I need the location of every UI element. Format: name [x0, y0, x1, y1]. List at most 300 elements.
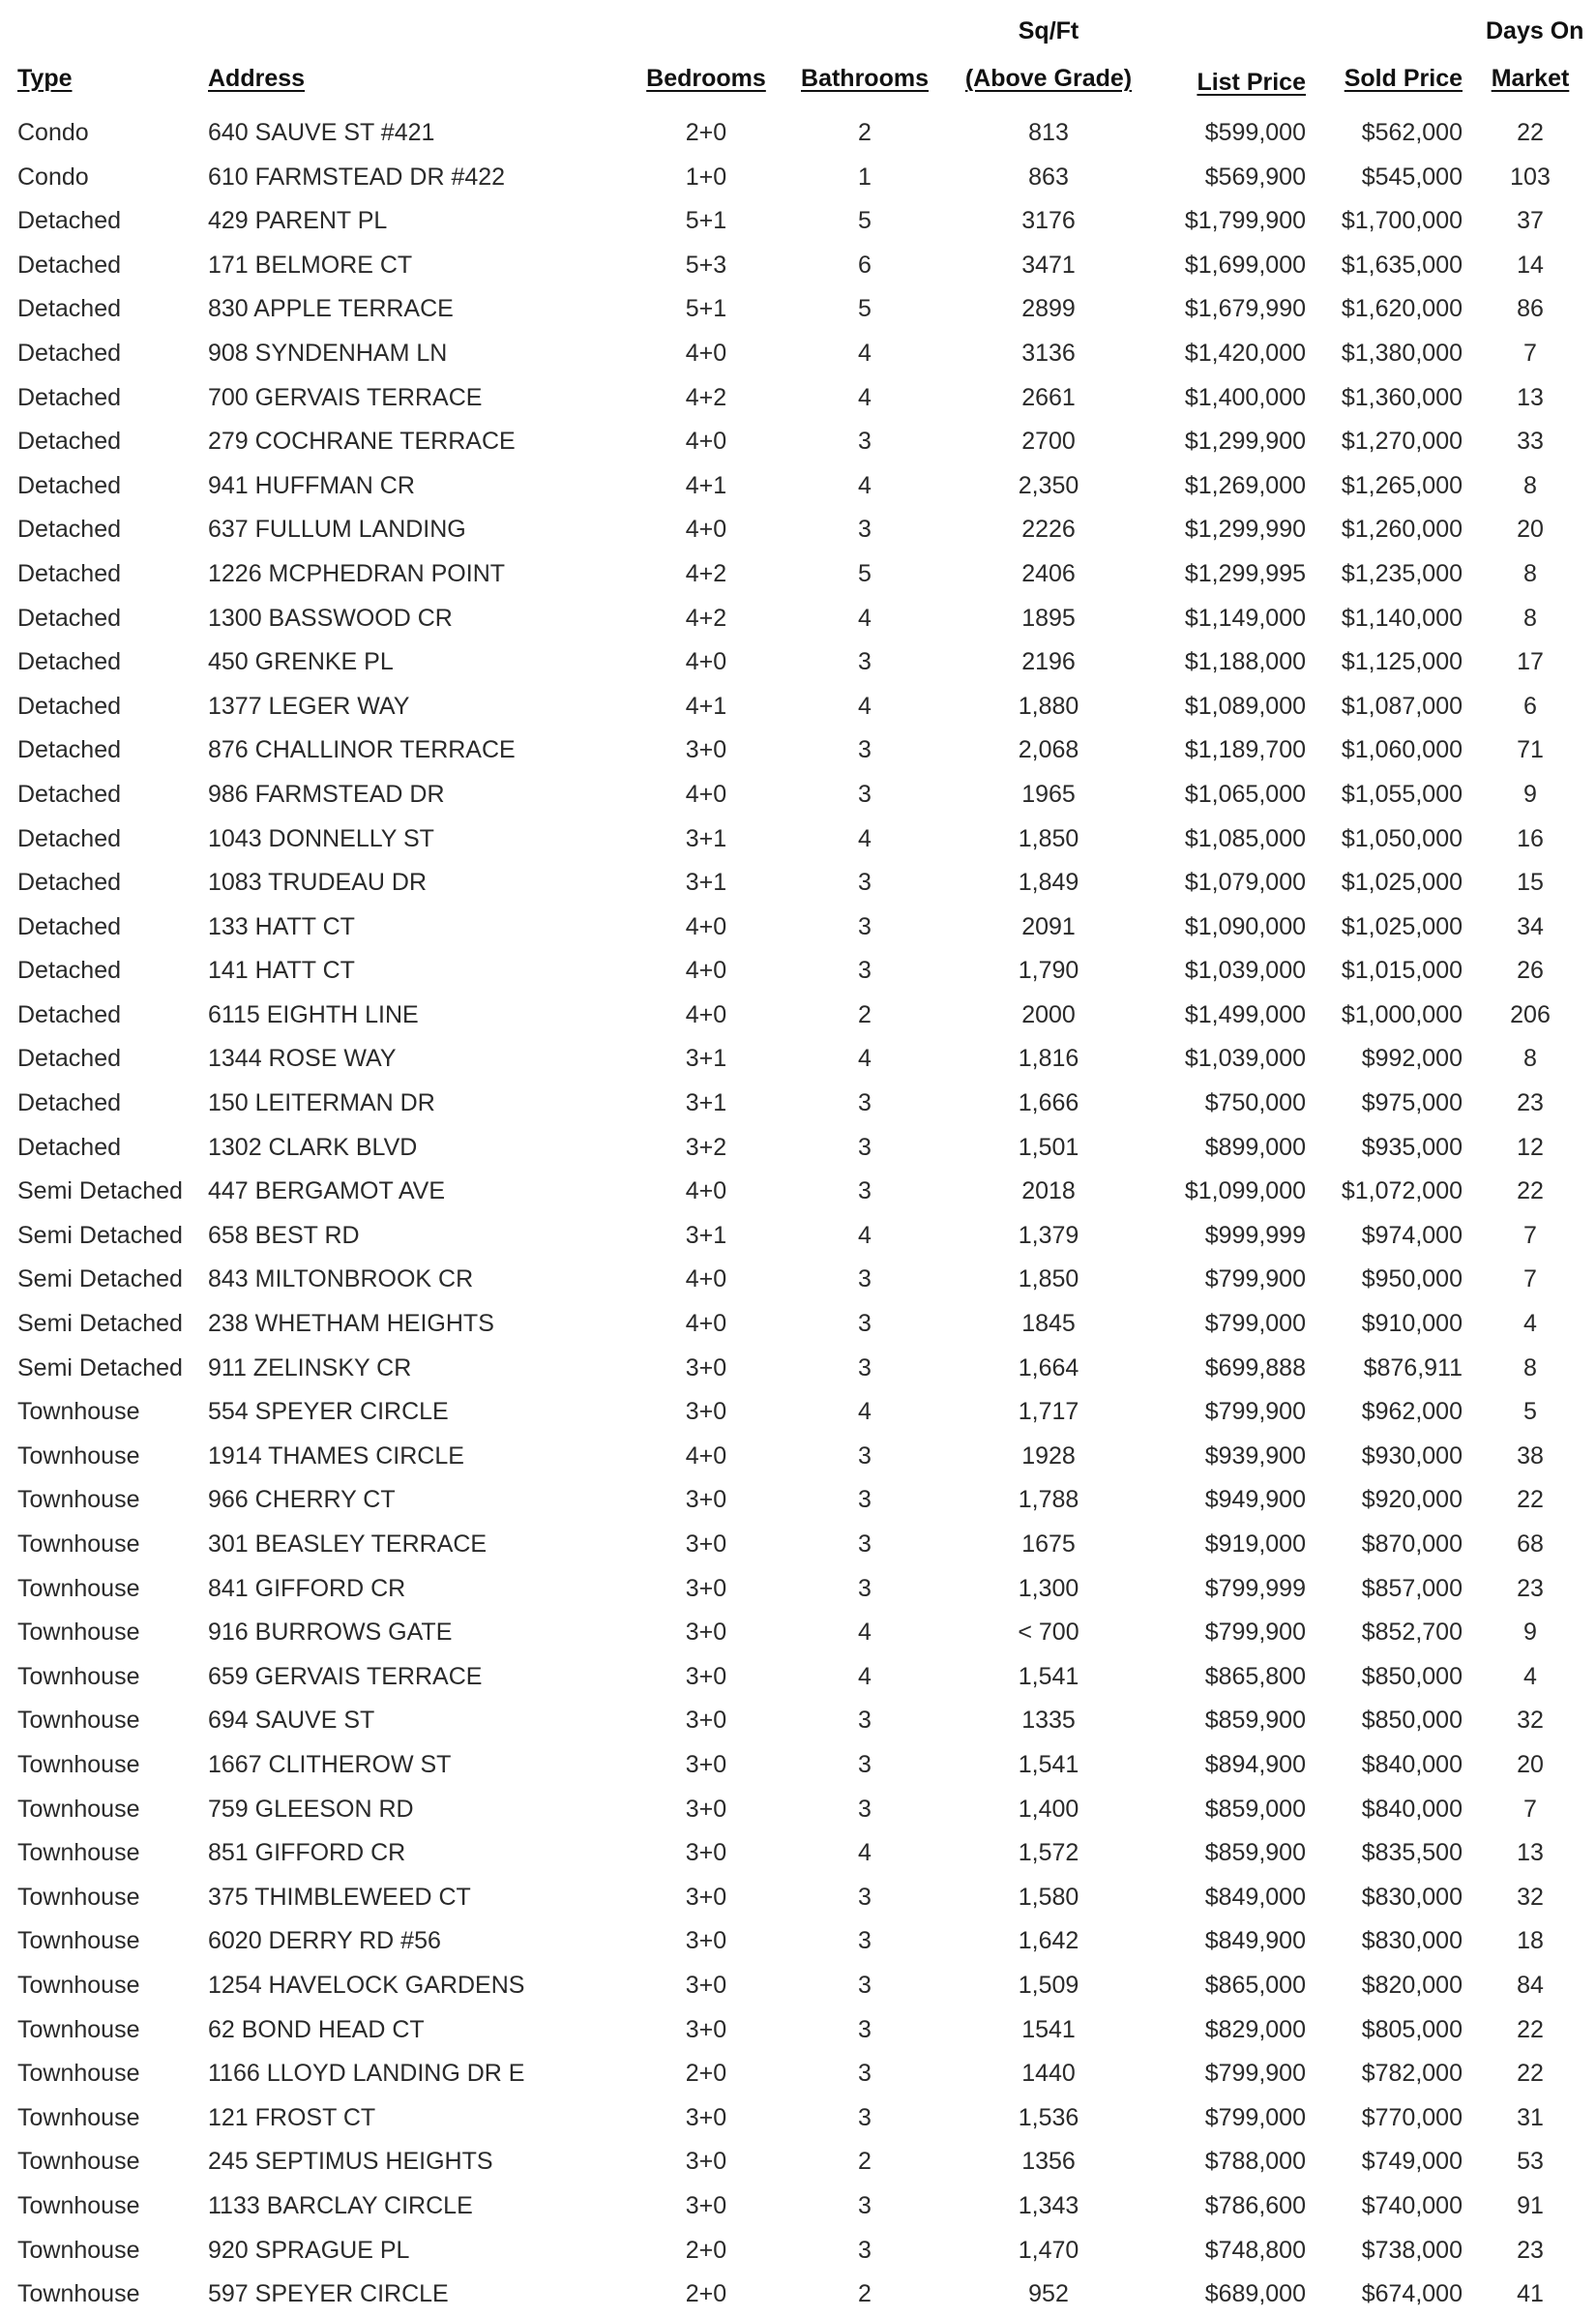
cell-bathrooms: 1: [858, 163, 872, 191]
cell-bedrooms: 3+0: [685, 1883, 727, 1911]
cell-days-on-market: 5: [1523, 1398, 1537, 1426]
cell-address: 6020 DERRY RD #56: [208, 1927, 441, 1955]
cell-bedrooms: 3+1: [685, 1089, 727, 1117]
cell-bathrooms: 5: [858, 207, 872, 235]
cell-bathrooms: 3: [858, 1883, 872, 1911]
cell-bathrooms: 4: [858, 1221, 872, 1249]
cell-list-price: $569,900: [1204, 163, 1306, 191]
cell-list-price: $1,299,900: [1184, 428, 1306, 456]
cell-address: 843 MILTONBROOK CR: [208, 1265, 474, 1293]
cell-bathrooms: 4: [858, 1045, 872, 1073]
cell-bedrooms: 4+0: [685, 428, 727, 456]
cell-sqft: 2700: [1021, 428, 1076, 456]
cell-type: Detached: [17, 559, 122, 587]
cell-days-on-market: 206: [1510, 1000, 1551, 1028]
cell-address: 1667 CLITHEROW ST: [208, 1750, 452, 1778]
cell-sold-price: $857,000: [1361, 1574, 1463, 1602]
cell-sqft: 1,300: [1018, 1574, 1079, 1602]
cell-sqft: 1,379: [1018, 1221, 1079, 1249]
cell-list-price: $1,189,700: [1184, 736, 1306, 764]
table-row: [0, 552, 1596, 597]
cell-list-price: $949,900: [1204, 1486, 1306, 1514]
cell-sqft: 2661: [1021, 383, 1076, 411]
cell-list-price: $799,900: [1204, 1398, 1306, 1426]
cell-list-price: $799,000: [1204, 1310, 1306, 1338]
cell-bedrooms: 3+0: [685, 1971, 727, 1999]
cell-address: 986 FARMSTEAD DR: [208, 780, 445, 808]
cell-days-on-market: 8: [1523, 559, 1537, 587]
table-row: [0, 994, 1596, 1038]
cell-bathrooms: 4: [858, 471, 872, 499]
cell-sqft: 1,850: [1018, 1265, 1079, 1293]
cell-bedrooms: 4+0: [685, 1310, 727, 1338]
cell-address: 450 GRENKE PL: [208, 648, 394, 676]
cell-list-price: $1,400,000: [1184, 383, 1306, 411]
cell-bedrooms: 3+1: [685, 1045, 727, 1073]
cell-sold-price: $910,000: [1361, 1310, 1463, 1338]
cell-sold-price: $920,000: [1361, 1486, 1463, 1514]
table-row: [0, 1876, 1596, 1920]
cell-bedrooms: 4+0: [685, 1000, 727, 1028]
cell-type: Condo: [17, 119, 89, 146]
cell-list-price: $865,800: [1204, 1662, 1306, 1690]
cell-sqft: 1,470: [1018, 2236, 1079, 2264]
cell-bathrooms: 3: [858, 2103, 872, 2131]
cell-days-on-market: 71: [1517, 736, 1544, 764]
cell-bedrooms: 1+0: [685, 163, 727, 191]
cell-sold-price: $1,015,000: [1341, 957, 1463, 985]
cell-sold-price: $850,000: [1361, 1662, 1463, 1690]
cell-sqft: 1541: [1021, 2015, 1076, 2043]
cell-list-price: $859,900: [1204, 1707, 1306, 1735]
cell-list-price: $1,699,000: [1184, 251, 1306, 279]
table-row: [0, 773, 1596, 817]
cell-sqft: 1845: [1021, 1310, 1076, 1338]
table-row: [0, 1347, 1596, 1391]
cell-type: Townhouse: [17, 2191, 140, 2219]
cell-sqft: 2018: [1021, 1177, 1076, 1205]
cell-list-price: $799,900: [1204, 1265, 1306, 1293]
cell-address: 916 BURROWS GATE: [208, 1619, 453, 1647]
cell-sqft: 1,880: [1018, 692, 1079, 720]
cell-list-price: $829,000: [1204, 2015, 1306, 2043]
cell-address: 1377 LEGER WAY: [208, 692, 410, 720]
cell-address: 876 CHALLINOR TERRACE: [208, 736, 516, 764]
cell-sqft: 1,816: [1018, 1045, 1079, 1073]
cell-address: 640 SAUVE ST #421: [208, 119, 435, 146]
cell-sold-price: $820,000: [1361, 1971, 1463, 1999]
cell-sqft: 2406: [1021, 559, 1076, 587]
cell-list-price: $865,000: [1204, 1971, 1306, 1999]
cell-type: Townhouse: [17, 2103, 140, 2131]
cell-address: 301 BEASLEY TERRACE: [208, 1530, 488, 1558]
cell-bedrooms: 3+0: [685, 1839, 727, 1867]
cell-type: Semi Detached: [17, 1353, 183, 1381]
cell-days-on-market: 20: [1517, 1750, 1544, 1778]
cell-sqft: 1440: [1021, 2060, 1076, 2088]
cell-type: Detached: [17, 648, 122, 676]
cell-days-on-market: 23: [1517, 1089, 1544, 1117]
cell-days-on-market: 14: [1517, 251, 1544, 279]
cell-type: Semi Detached: [17, 1310, 183, 1338]
cell-address: 1226 MCPHEDRAN POINT: [208, 559, 506, 587]
cell-type: Detached: [17, 295, 122, 323]
cell-list-price: $799,900: [1204, 2060, 1306, 2088]
cell-days-on-market: 9: [1523, 780, 1537, 808]
table-row: [0, 2096, 1596, 2141]
cell-type: Detached: [17, 383, 122, 411]
cell-bathrooms: 4: [858, 1619, 872, 1647]
cell-bedrooms: 3+0: [685, 1398, 727, 1426]
cell-bedrooms: 4+2: [685, 559, 727, 587]
cell-type: Detached: [17, 339, 122, 367]
cell-address: 920 SPRAGUE PL: [208, 2236, 410, 2264]
cell-sold-price: $840,000: [1361, 1750, 1463, 1778]
cell-list-price: $599,000: [1204, 119, 1306, 146]
cell-list-price: $1,679,990: [1184, 295, 1306, 323]
cell-list-price: $799,900: [1204, 1619, 1306, 1647]
cell-sqft: 1,849: [1018, 869, 1079, 897]
cell-list-price: $919,000: [1204, 1530, 1306, 1558]
table-row: [0, 1037, 1596, 1082]
cell-sold-price: $1,260,000: [1341, 516, 1463, 544]
table-row: [0, 156, 1596, 200]
cell-sold-price: $782,000: [1361, 2060, 1463, 2088]
cell-list-price: $1,039,000: [1184, 957, 1306, 985]
cell-days-on-market: 38: [1517, 1441, 1544, 1470]
cell-sqft: 3176: [1021, 207, 1076, 235]
cell-sqft: 2091: [1021, 912, 1076, 940]
cell-sqft: 1,642: [1018, 1927, 1079, 1955]
cell-address: 1133 BARCLAY CIRCLE: [208, 2191, 473, 2219]
cell-bathrooms: 2: [858, 2280, 872, 2308]
table-row: [0, 199, 1596, 244]
cell-sold-price: $1,000,000: [1341, 1000, 1463, 1028]
cell-list-price: $1,099,000: [1184, 1177, 1306, 1205]
cell-address: 121 FROST CT: [208, 2103, 376, 2131]
table-row: [0, 376, 1596, 421]
cell-sqft: 1675: [1021, 1530, 1076, 1558]
cell-bedrooms: 4+0: [685, 912, 727, 940]
cell-type: Townhouse: [17, 1398, 140, 1426]
cell-bathrooms: 3: [858, 869, 872, 897]
cell-address: 141 HATT CT: [208, 957, 355, 985]
cell-sold-price: $850,000: [1361, 1707, 1463, 1735]
cell-bedrooms: 4+0: [685, 339, 727, 367]
table-row: [0, 1788, 1596, 1832]
cell-list-price: $750,000: [1204, 1089, 1306, 1117]
table-row: [0, 464, 1596, 509]
cell-sold-price: $1,700,000: [1341, 207, 1463, 235]
cell-list-price: $859,900: [1204, 1839, 1306, 1867]
cell-list-price: $1,090,000: [1184, 912, 1306, 940]
cell-bedrooms: 3+0: [685, 1574, 727, 1602]
cell-days-on-market: 22: [1517, 119, 1544, 146]
cell-sqft: 2000: [1021, 1000, 1076, 1028]
cell-sqft: 2196: [1021, 648, 1076, 676]
cell-sold-price: $935,000: [1361, 1133, 1463, 1161]
cell-bedrooms: 4+0: [685, 516, 727, 544]
cell-type: Detached: [17, 1045, 122, 1073]
cell-days-on-market: 53: [1517, 2148, 1544, 2176]
cell-sqft: 1,717: [1018, 1398, 1079, 1426]
table-row: [0, 332, 1596, 376]
cell-type: Townhouse: [17, 1707, 140, 1735]
table-row: [0, 1655, 1596, 1700]
header-sqft-top: Sq/Ft: [1018, 17, 1079, 45]
cell-bedrooms: 4+2: [685, 604, 727, 632]
cell-list-price: $699,888: [1204, 1353, 1306, 1381]
cell-list-price: $799,999: [1204, 1574, 1306, 1602]
cell-bathrooms: 3: [858, 428, 872, 456]
cell-sqft: 813: [1028, 119, 1069, 146]
cell-address: 659 GERVAIS TERRACE: [208, 1662, 483, 1690]
cell-type: Detached: [17, 780, 122, 808]
cell-address: 597 SPEYER CIRCLE: [208, 2280, 449, 2308]
cell-type: Townhouse: [17, 2280, 140, 2308]
cell-bathrooms: 3: [858, 1750, 872, 1778]
cell-days-on-market: 7: [1523, 1265, 1537, 1293]
cell-list-price: $939,900: [1204, 1441, 1306, 1470]
cell-list-price: $1,085,000: [1184, 824, 1306, 852]
cell-type: Townhouse: [17, 2060, 140, 2088]
cell-sqft: 1895: [1021, 604, 1076, 632]
table-row: [0, 1126, 1596, 1171]
header-type: Type: [17, 65, 73, 92]
cell-address: 554 SPEYER CIRCLE: [208, 1398, 449, 1426]
cell-bedrooms: 5+1: [685, 207, 727, 235]
cell-list-price: $786,600: [1204, 2191, 1306, 2219]
cell-sold-price: $1,140,000: [1341, 604, 1463, 632]
header-dom-top: Days On: [1486, 17, 1584, 45]
cell-sqft: 1,541: [1018, 1662, 1079, 1690]
cell-bathrooms: 3: [858, 2060, 872, 2088]
cell-list-price: $859,000: [1204, 1795, 1306, 1823]
cell-address: 1302 CLARK BLVD: [208, 1133, 418, 1161]
cell-sqft: 1356: [1021, 2148, 1076, 2176]
cell-days-on-market: 8: [1523, 471, 1537, 499]
cell-sqft: 2,350: [1018, 471, 1079, 499]
cell-address: 171 BELMORE CT: [208, 251, 413, 279]
cell-days-on-market: 15: [1517, 869, 1544, 897]
cell-bathrooms: 3: [858, 1486, 872, 1514]
cell-type: Detached: [17, 1133, 122, 1161]
cell-sold-price: $1,360,000: [1341, 383, 1463, 411]
cell-sqft: 1,509: [1018, 1971, 1079, 1999]
cell-bedrooms: 3+0: [685, 1707, 727, 1735]
cell-bathrooms: 3: [858, 2236, 872, 2264]
table-row: [0, 2140, 1596, 2184]
cell-days-on-market: 91: [1517, 2191, 1544, 2219]
cell-bathrooms: 3: [858, 1353, 872, 1381]
cell-days-on-market: 26: [1517, 957, 1544, 985]
cell-list-price: $899,000: [1204, 1133, 1306, 1161]
cell-type: Townhouse: [17, 1795, 140, 1823]
cell-sqft: 1,536: [1018, 2103, 1079, 2131]
cell-days-on-market: 18: [1517, 1927, 1544, 1955]
table-row: [0, 1567, 1596, 1612]
cell-bedrooms: 2+0: [685, 2060, 727, 2088]
cell-bedrooms: 2+0: [685, 2280, 727, 2308]
cell-address: 830 APPLE TERRACE: [208, 295, 454, 323]
cell-sold-price: $562,000: [1361, 119, 1463, 146]
cell-days-on-market: 41: [1517, 2280, 1544, 2308]
cell-bedrooms: 4+0: [685, 648, 727, 676]
cell-list-price: $1,089,000: [1184, 692, 1306, 720]
cell-bedrooms: 3+0: [685, 1619, 727, 1647]
cell-sqft: 1,343: [1018, 2191, 1079, 2219]
cell-sold-price: $1,125,000: [1341, 648, 1463, 676]
cell-address: 1300 BASSWOOD CR: [208, 604, 453, 632]
cell-bathrooms: 3: [858, 516, 872, 544]
cell-bathrooms: 4: [858, 1839, 872, 1867]
table-row: [0, 2272, 1596, 2317]
cell-sold-price: $1,270,000: [1341, 428, 1463, 456]
cell-type: Townhouse: [17, 1750, 140, 1778]
table-row: [0, 817, 1596, 862]
cell-bedrooms: 3+0: [685, 2191, 727, 2219]
cell-list-price: $849,000: [1204, 1883, 1306, 1911]
cell-address: 941 HUFFMAN CR: [208, 471, 415, 499]
header-bathrooms: Bathrooms: [801, 65, 929, 92]
cell-bathrooms: 3: [858, 648, 872, 676]
cell-list-price: $1,149,000: [1184, 604, 1306, 632]
cell-address: 429 PARENT PL: [208, 207, 388, 235]
cell-type: Detached: [17, 251, 122, 279]
cell-days-on-market: 8: [1523, 604, 1537, 632]
table-row: [0, 1523, 1596, 1567]
cell-bedrooms: 2+0: [685, 119, 727, 146]
cell-type: Detached: [17, 912, 122, 940]
cell-type: Detached: [17, 428, 122, 456]
cell-sqft: 3136: [1021, 339, 1076, 367]
cell-list-price: $748,800: [1204, 2236, 1306, 2264]
cell-address: 851 GIFFORD CR: [208, 1839, 406, 1867]
cell-type: Townhouse: [17, 1441, 140, 1470]
cell-sqft: 2,068: [1018, 736, 1079, 764]
header-list-price: List Price: [1197, 69, 1306, 96]
cell-days-on-market: 22: [1517, 2060, 1544, 2088]
cell-sqft: 1,788: [1018, 1486, 1079, 1514]
cell-bedrooms: 5+3: [685, 251, 727, 279]
cell-sold-price: $876,911: [1363, 1353, 1463, 1381]
cell-bathrooms: 4: [858, 339, 872, 367]
cell-list-price: $849,900: [1204, 1927, 1306, 1955]
cell-days-on-market: 33: [1517, 428, 1544, 456]
cell-bedrooms: 4+0: [685, 780, 727, 808]
cell-days-on-market: 22: [1517, 1486, 1544, 1514]
cell-bedrooms: 4+1: [685, 471, 727, 499]
cell-sold-price: $1,620,000: [1341, 295, 1463, 323]
table-row: [0, 1082, 1596, 1126]
cell-address: 375 THIMBLEWEED CT: [208, 1883, 471, 1911]
cell-days-on-market: 34: [1517, 912, 1544, 940]
table-row: [0, 728, 1596, 773]
cell-sold-price: $674,000: [1361, 2280, 1463, 2308]
table-row: [0, 1302, 1596, 1347]
cell-days-on-market: 23: [1517, 2236, 1544, 2264]
table-row: [0, 287, 1596, 332]
cell-sold-price: $1,025,000: [1341, 912, 1463, 940]
cell-sqft: 1,501: [1018, 1133, 1079, 1161]
cell-type: Detached: [17, 207, 122, 235]
cell-sold-price: $852,700: [1361, 1619, 1463, 1647]
cell-sqft: 3471: [1021, 251, 1076, 279]
cell-address: 279 COCHRANE TERRACE: [208, 428, 516, 456]
cell-type: Townhouse: [17, 1574, 140, 1602]
cell-bathrooms: 3: [858, 957, 872, 985]
cell-sold-price: $830,000: [1361, 1883, 1463, 1911]
cell-type: Townhouse: [17, 2148, 140, 2176]
table-row: [0, 508, 1596, 552]
cell-sold-price: $962,000: [1361, 1398, 1463, 1426]
cell-address: 966 CHERRY CT: [208, 1486, 396, 1514]
cell-bathrooms: 3: [858, 2191, 872, 2219]
table-header: [0, 0, 1596, 116]
table-row: [0, 2184, 1596, 2229]
table-row: [0, 1964, 1596, 2008]
table-row: [0, 1258, 1596, 1302]
cell-type: Detached: [17, 869, 122, 897]
cell-sqft: 1,541: [1018, 1750, 1079, 1778]
cell-days-on-market: 8: [1523, 1045, 1537, 1073]
cell-sold-price: $740,000: [1361, 2191, 1463, 2219]
table-row: [0, 2052, 1596, 2096]
cell-address: 447 BERGAMOT AVE: [208, 1177, 446, 1205]
cell-bathrooms: 5: [858, 295, 872, 323]
table-row: [0, 1478, 1596, 1523]
cell-bathrooms: 3: [858, 912, 872, 940]
cell-type: Townhouse: [17, 1530, 140, 1558]
table-row: [0, 640, 1596, 685]
cell-address: 245 SEPTIMUS HEIGHTS: [208, 2148, 493, 2176]
cell-type: Detached: [17, 736, 122, 764]
cell-list-price: $1,799,900: [1184, 207, 1306, 235]
cell-type: Townhouse: [17, 1662, 140, 1690]
cell-days-on-market: 22: [1517, 1177, 1544, 1205]
cell-bedrooms: 3+1: [685, 869, 727, 897]
cell-days-on-market: 13: [1517, 383, 1544, 411]
cell-sqft: 1,580: [1018, 1883, 1079, 1911]
cell-days-on-market: 31: [1517, 2103, 1544, 2131]
cell-address: 133 HATT CT: [208, 912, 355, 940]
cell-sold-price: $835,500: [1361, 1839, 1463, 1867]
cell-address: 6115 EIGHTH LINE: [208, 1000, 419, 1028]
table-row: [0, 1831, 1596, 1876]
cell-sold-price: $830,000: [1361, 1927, 1463, 1955]
cell-sold-price: $992,000: [1361, 1045, 1463, 1073]
cell-bathrooms: 2: [858, 119, 872, 146]
cell-days-on-market: 7: [1523, 339, 1537, 367]
cell-sqft: < 700: [1018, 1619, 1079, 1647]
cell-sold-price: $870,000: [1361, 1530, 1463, 1558]
cell-address: 1914 THAMES CIRCLE: [208, 1441, 464, 1470]
table-row: [0, 2229, 1596, 2273]
cell-days-on-market: 17: [1517, 648, 1544, 676]
cell-bathrooms: 4: [858, 383, 872, 411]
table-row: [0, 244, 1596, 288]
cell-list-price: $1,188,000: [1184, 648, 1306, 676]
cell-bathrooms: 3: [858, 1707, 872, 1735]
cell-days-on-market: 9: [1523, 1619, 1537, 1647]
cell-bedrooms: 4+0: [685, 957, 727, 985]
cell-bathrooms: 3: [858, 2015, 872, 2043]
table-row: [0, 1743, 1596, 1788]
table-row: [0, 2008, 1596, 2053]
cell-address: 1166 LLOYD LANDING DR E: [208, 2060, 525, 2088]
cell-type: Detached: [17, 471, 122, 499]
cell-list-price: $1,065,000: [1184, 780, 1306, 808]
